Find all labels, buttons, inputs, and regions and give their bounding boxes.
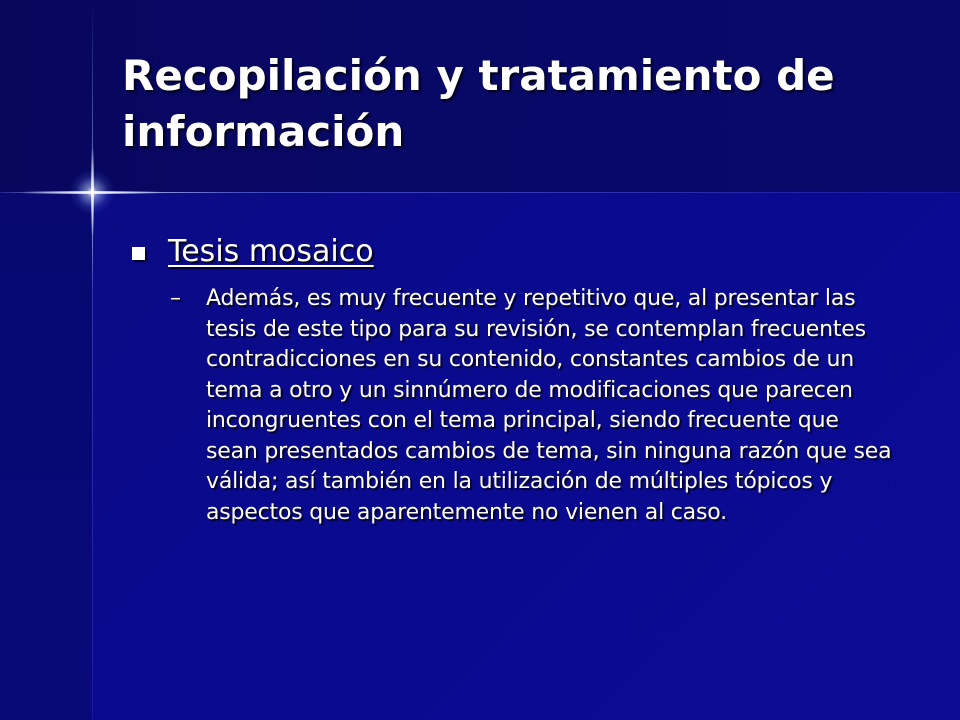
bullet-link-tesis-mosaico[interactable]: Tesis mosaico [168, 234, 374, 269]
dash-marker: – [170, 286, 181, 311]
bullet-item [130, 230, 920, 274]
sub-bullet-item [130, 284, 920, 528]
left-band [0, 192, 92, 720]
slide-content [130, 230, 920, 528]
slide-title: Recopilación y tratamiento de información [122, 51, 835, 156]
vertical-divider-line [92, 0, 93, 720]
star-ray-vertical [91, 147, 94, 237]
sub-bullet-text: Además, es muy frecuente y repetitivo que, al presentar las tesis de este tipo para su revisión, se contemplan frecuentes contradicciones en su contenido, constantes cambios de un tema a otro y un sinnúmero de modificaciones que parecen incongruentes con el tema principal, siendo frecuente que sean presentados cambios de tema, sin ninguna razón que sea válida; así también en la utilización de múltiples tópicos y aspectos que aparentemente no vienen al caso. [206, 286, 892, 525]
square-bullet-icon [132, 247, 145, 260]
